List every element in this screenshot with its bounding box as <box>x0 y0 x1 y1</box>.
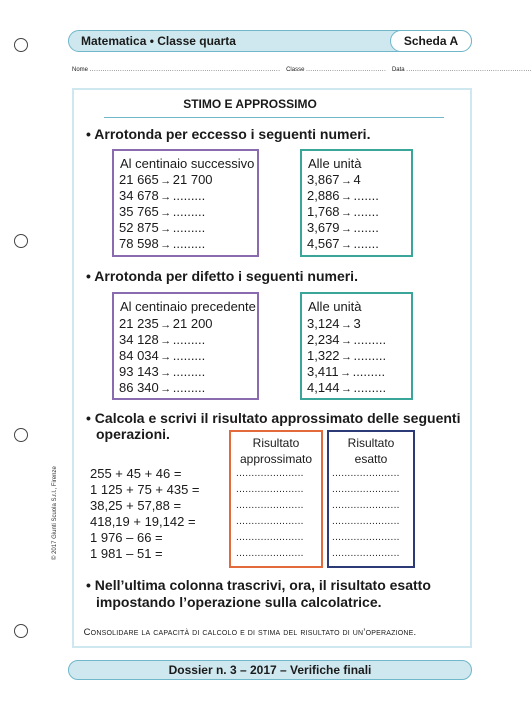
approx-answer-field[interactable]: ...................... <box>236 484 304 495</box>
approx-answer-field[interactable]: ...................... <box>236 516 304 527</box>
rounded-answer[interactable]: ......... <box>172 332 206 347</box>
exact-answer-field[interactable]: ...................... <box>332 516 400 527</box>
worksheet-tab: Scheda A <box>390 30 472 52</box>
rounding-row <box>119 220 205 235</box>
class-field[interactable]: ..................................... <box>306 67 387 73</box>
section1-instruction: • Arrotonda per eccesso i seguenti numeri. <box>86 126 371 142</box>
approx-answer-field[interactable]: ...................... <box>236 500 304 511</box>
rounded-answer[interactable]: ......... <box>172 188 206 203</box>
arrow-right-icon: → <box>160 351 172 363</box>
arrow-right-icon: → <box>341 335 353 347</box>
rounding-row <box>307 188 379 203</box>
arrow-right-icon: → <box>341 383 353 395</box>
title-divider <box>104 117 444 118</box>
source-number: 2,234 <box>307 332 340 347</box>
source-number: 3,124 <box>307 316 340 331</box>
source-number: 78 598 <box>119 236 159 251</box>
arrow-right-icon: → <box>160 191 172 203</box>
binder-hole-3 <box>14 428 28 442</box>
source-number: 3,679 <box>307 220 340 235</box>
column-heading-line2: esatto <box>354 452 388 466</box>
section2-instruction: • Arrotonda per difetto i seguenti numeri. <box>86 268 358 284</box>
exact-answer-field[interactable]: ...................... <box>332 532 400 543</box>
rounding-row <box>307 236 379 251</box>
operation-text: 38,25 + 57,88 = <box>90 498 182 513</box>
rounded-answer[interactable]: ....... <box>353 220 379 235</box>
rounding-row <box>119 172 213 187</box>
rounded-answer[interactable]: ......... <box>353 380 387 395</box>
footer-bar: Dossier n. 3 – 2017 – Verifiche finali <box>68 660 472 680</box>
arrow-right-icon: → <box>341 175 353 187</box>
rounding-row <box>119 236 205 251</box>
arrow-right-icon: → <box>341 351 353 363</box>
source-number: 52 875 <box>119 220 159 235</box>
arrow-right-icon: → <box>160 335 172 347</box>
source-number: 21 235 <box>119 316 159 331</box>
arrow-right-icon: → <box>160 383 172 395</box>
rounded-answer[interactable]: ......... <box>172 220 206 235</box>
box-heading: Alle unità <box>308 299 362 314</box>
arrow-right-icon: → <box>160 239 172 251</box>
rounded-answer[interactable]: ......... <box>353 332 387 347</box>
rounded-answer[interactable]: ......... <box>172 364 206 379</box>
arrow-right-icon: → <box>160 367 172 379</box>
source-number: 86 340 <box>119 380 159 395</box>
rounding-row <box>307 316 361 331</box>
arrow-right-icon: → <box>160 207 172 219</box>
operation-text: 1 125 + 75 + 435 = <box>90 482 200 497</box>
rounded-answer: 21 700 <box>172 172 213 187</box>
source-number: 3,867 <box>307 172 340 187</box>
rounding-row <box>119 316 213 331</box>
student-info-line <box>72 67 532 73</box>
source-number: 34 128 <box>119 332 159 347</box>
arrow-right-icon: → <box>340 367 352 379</box>
rounded-answer[interactable]: ......... <box>353 348 387 363</box>
name-label: Nome <box>72 67 89 73</box>
source-number: 2,886 <box>307 188 340 203</box>
column-heading-line2: approssimato <box>239 452 313 466</box>
rounding-row <box>119 348 205 363</box>
source-number: 3,411 <box>307 364 339 379</box>
exact-answer-field[interactable]: ...................... <box>332 500 400 511</box>
source-number: 84 034 <box>119 348 159 363</box>
source-number: 4,144 <box>307 380 340 395</box>
rounded-answer[interactable]: ......... <box>172 348 206 363</box>
approx-answer-field[interactable]: ...................... <box>236 548 304 559</box>
worksheet-title: STIMO E APPROSSIMO <box>183 97 317 111</box>
header-bar <box>68 30 472 52</box>
rounded-answer: 4 <box>353 172 361 187</box>
rounding-row <box>307 348 386 363</box>
arrow-right-icon: → <box>160 223 172 235</box>
source-number: 21 665 <box>119 172 159 187</box>
arrow-right-icon: → <box>341 319 353 331</box>
rounded-answer: 21 200 <box>172 316 213 331</box>
section4-instruction-line2: impostando l’operazione sulla calcolatrice. <box>96 594 382 610</box>
rounding-row <box>307 364 385 379</box>
rounded-answer[interactable]: ......... <box>172 236 206 251</box>
section4-instruction-line1: • Nell’ultima colonna trascrivi, ora, il risultato esatto <box>86 577 431 593</box>
approx-answer-field[interactable]: ...................... <box>236 532 304 543</box>
source-number: 34 678 <box>119 188 159 203</box>
rounding-row <box>307 220 379 235</box>
source-number: 35 765 <box>119 204 159 219</box>
rounding-row <box>307 380 386 395</box>
source-number: 93 143 <box>119 364 159 379</box>
rounded-answer[interactable]: ....... <box>353 236 379 251</box>
learning-objective: Consolidare la capacità di calcolo e di stima del risultato di un’operazione. <box>83 627 417 638</box>
arrow-right-icon: → <box>341 191 353 203</box>
approx-answer-field[interactable]: ...................... <box>236 468 304 479</box>
rounding-row <box>119 188 205 203</box>
exact-answer-field[interactable]: ...................... <box>332 484 400 495</box>
box-heading: Alle unità <box>308 156 362 171</box>
rounded-answer[interactable]: ......... <box>172 204 206 219</box>
source-number: 4,567 <box>307 236 340 251</box>
box-heading: Al centinaio successivo <box>120 156 255 171</box>
rounding-row <box>119 364 205 379</box>
rounding-row <box>119 204 205 219</box>
name-field[interactable]: ........................................................................................ <box>89 67 281 73</box>
rounded-answer[interactable]: ....... <box>353 204 379 219</box>
exact-answer-field[interactable]: ...................... <box>332 468 400 479</box>
source-number: 1,768 <box>307 204 340 219</box>
operation-text: 1 981 – 51 = <box>90 546 163 561</box>
rounded-answer: 3 <box>353 316 361 331</box>
copyright-notice: © 2017 Giunti Scuola S.r.l., Firenze <box>52 466 58 560</box>
rounding-row <box>119 332 205 347</box>
rounding-row <box>119 380 205 395</box>
arrow-right-icon: → <box>341 207 353 219</box>
rounding-row <box>307 332 386 347</box>
source-number: 1,322 <box>307 348 340 363</box>
binder-hole-2 <box>14 234 28 248</box>
exact-answer-field[interactable]: ...................... <box>332 548 400 559</box>
rounded-answer[interactable]: ......... <box>172 380 206 395</box>
column-heading-line1: Risultato <box>347 436 395 450</box>
date-label: Data <box>391 67 405 73</box>
box-heading: Al centinaio precedente <box>120 299 256 314</box>
header-title: Matematica • Classe quarta <box>81 34 236 48</box>
class-label: Classe <box>286 67 305 73</box>
binder-hole-1 <box>14 38 28 52</box>
operation-text: 418,19 + 19,142 = <box>90 514 196 529</box>
operation-text: 1 976 – 66 = <box>90 530 163 545</box>
section3-instruction-line2: operazioni. <box>96 426 170 442</box>
arrow-right-icon: → <box>341 223 353 235</box>
rounding-row <box>307 172 361 187</box>
section3-instruction-line1: • Calcola e scrivi il risultato approssimato delle seguenti <box>86 410 461 426</box>
rounded-answer[interactable]: ......... <box>352 364 386 379</box>
column-heading-line1: Risultato <box>252 436 300 450</box>
arrow-right-icon: → <box>160 175 172 187</box>
arrow-right-icon: → <box>341 239 353 251</box>
date-field[interactable]: .......................................................... <box>406 67 532 73</box>
rounding-row <box>307 204 379 219</box>
operation-text: 255 + 45 + 46 = <box>90 466 182 481</box>
arrow-right-icon: → <box>160 319 172 331</box>
rounded-answer[interactable]: ....... <box>353 188 379 203</box>
